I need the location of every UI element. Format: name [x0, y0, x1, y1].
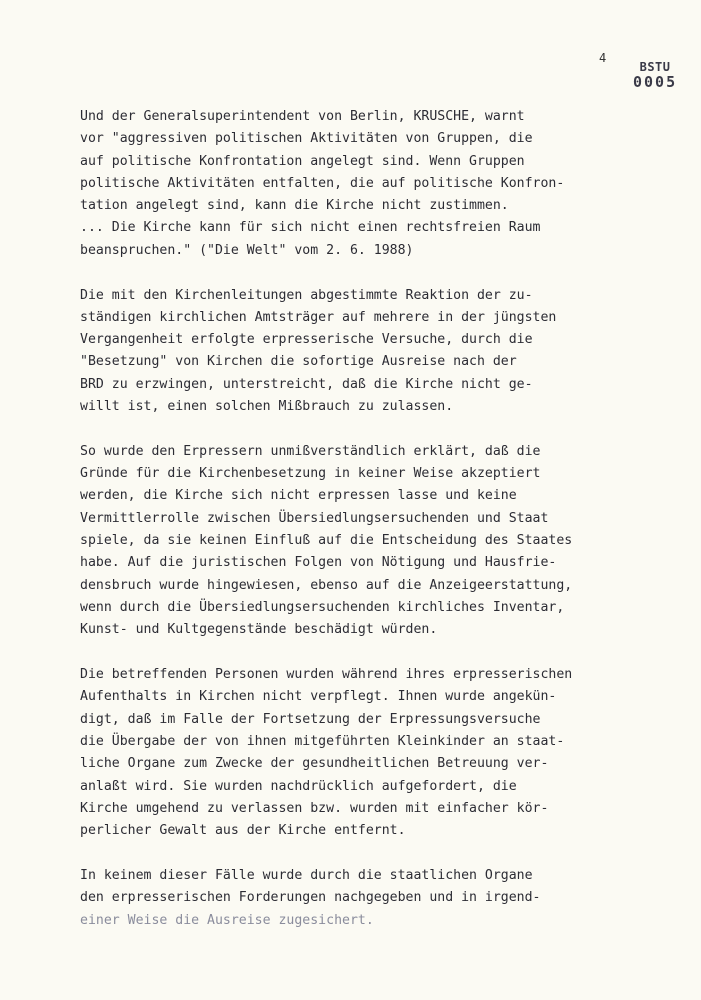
archive-stamp-number: 0005 [633, 73, 678, 91]
text-line: ständigen kirchlichen Amtsträger auf mehrere in der jüngsten [80, 309, 557, 325]
text-line: Und der Generalsuperintendent von Berlin, KRUSCHE, warnt [80, 109, 525, 124]
text-line: spiele, da sie keinen Einfluß auf die Entscheidung des Staates [80, 533, 573, 549]
paragraph-3 [80, 441, 625, 642]
text-line: Kirche umgehend zu verlassen bzw. wurden mit einfacher kör- [80, 800, 549, 816]
text-line: einer Weise die Ausreise zugesichert. [80, 912, 374, 928]
text-line: Vergangenheit erfolgte erpresserische Versuche, durch die [80, 332, 533, 348]
text-line: beanspruchen." ("Die Welt" vom 2. 6. 1988) [80, 242, 414, 258]
paragraph-1 [80, 106, 625, 262]
text-line: densbruch wurde hingewiesen, ebenso auf die Anzeigeerstattung, [80, 577, 573, 593]
text-line: "Besetzung" von Kirchen die sofortige Ausreise nach der [80, 354, 517, 370]
text-line: Vermittlerrolle zwischen Übersiedlungsersuchenden und Staat [80, 510, 549, 526]
paragraph-5 [80, 865, 625, 932]
paragraph-4 [80, 664, 625, 842]
text-line: vor "aggressiven politischen Aktivitäten von Gruppen, die [80, 131, 533, 147]
text-line: politische Aktivitäten entfalten, die auf politische Konfron- [80, 175, 565, 191]
text-line: anlaßt wird. Sie wurden nachdrücklich aufgefordert, die [80, 778, 517, 794]
text-line: BRD zu erzwingen, unterstreicht, daß die Kirche nicht ge- [80, 376, 533, 392]
text-line: habe. Auf die juristischen Folgen von Nötigung und Hausfrie- [80, 555, 557, 571]
text-line: auf politische Konfrontation angelegt sind. Wenn Gruppen [80, 153, 525, 169]
paragraph-2 [80, 285, 625, 419]
text-line: liche Organe zum Zwecke der gesundheitlichen Betreuung ver- [80, 756, 549, 772]
text-line: digt, daß im Falle der Fortsetzung der Erpressungsversuche [80, 711, 541, 727]
document-body [80, 106, 625, 954]
text-line: werden, die Kirche sich nicht erpressen lasse und keine [80, 488, 517, 504]
text-line: In keinem dieser Fälle wurde durch die staatlichen Organe [80, 867, 533, 883]
text-line: tation angelegt sind, kann die Kirche nicht zustimmen. [80, 198, 509, 214]
text-line: Die betreffenden Personen wurden während ihres erpresserischen [80, 667, 573, 683]
text-line: wenn durch die Übersiedlungsersuchenden kirchliches Inventar, [80, 599, 565, 615]
text-line: ... Die Kirche kann für sich nicht einen rechtsfreien Raum [80, 220, 541, 236]
text-line: Die mit den Kirchenleitungen abgestimmte Reaktion der zu- [80, 287, 533, 303]
text-line: willt ist, einen solchen Mißbrauch zu zulassen. [80, 399, 454, 415]
page-number: 4 [599, 51, 607, 65]
text-line: Gründe für die Kirchenbesetzung in keiner Weise akzeptiert [80, 466, 541, 482]
text-line: die Übergabe der von ihnen mitgeführten Kleinkinder an staat- [80, 733, 565, 749]
text-line: Aufenthalts in Kirchen nicht verpflegt. Ihnen wurde angekün- [80, 689, 557, 705]
archive-stamp [633, 60, 677, 90]
archive-stamp-label: BSTU [639, 60, 671, 74]
text-line: den erpresserischen Forderungen nachgegeben und in irgend- [80, 890, 541, 906]
text-line: Kunst- und Kultgegenstände beschädigt würden. [80, 622, 438, 638]
text-line: So wurde den Erpressern unmißverständlich erklärt, daß die [80, 443, 541, 459]
text-line: perlicher Gewalt aus der Kirche entfernt. [80, 823, 406, 839]
